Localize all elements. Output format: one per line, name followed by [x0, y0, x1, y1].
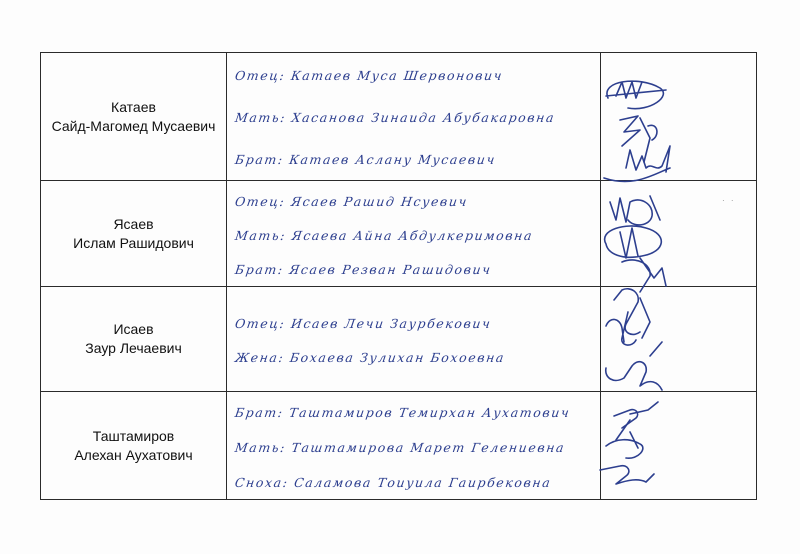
relative-entry: Отец: Исаев Лечи Заурбекович: [234, 316, 493, 331]
relatives-handwritten-cell: [227, 287, 601, 392]
relative-entry: Сноха: Саламова Тоиуила Гаирбековна: [233, 475, 553, 490]
person-name-cell: [41, 287, 227, 392]
person-surname: Исаев: [113, 321, 154, 337]
signature-cell: [601, 392, 757, 500]
table-row: [41, 53, 757, 181]
signature-cell: [601, 53, 757, 181]
person-given-name: Заур Лечаевич: [85, 340, 182, 356]
signature-cell: [601, 287, 757, 392]
table-row: [41, 287, 757, 392]
relatives-handwritten-cell: [227, 392, 601, 500]
relative-entry: Отец: Ясаев Рашид Нсуевич: [234, 193, 470, 209]
scan-speck: · ·: [722, 196, 736, 205]
person-given-name: Ислам Рашидович: [73, 234, 194, 251]
relative-entry: Брат: Таштамиров Темирхан Аухатович: [233, 405, 572, 420]
person-given-name: Сайд-Магомед Мусаевич: [51, 117, 216, 134]
relative-entry: Мать: Хасанова Зинаида Абубакаровна: [234, 109, 557, 125]
relative-entry: Брат: Ясаев Резван Рашидович: [234, 261, 493, 277]
relative-entry: Брат: Катаев Аслану Мусаевич: [234, 151, 498, 167]
relatives-handwritten-cell: [227, 53, 601, 181]
table-row: [41, 181, 757, 287]
person-name-cell: [41, 53, 227, 181]
relatives-table: [40, 52, 757, 500]
relatives-handwritten-cell: [227, 181, 601, 287]
person-name-cell: [41, 392, 227, 500]
person-surname: Ясаев: [113, 215, 154, 232]
person-surname: Таштамиров: [92, 427, 175, 444]
person-given-name: Алехан Аухатович: [74, 446, 193, 463]
relative-entry: Мать: Ясаева Айна Абдулкеримовна: [234, 227, 535, 243]
person-surname: Катаев: [111, 98, 156, 115]
table-row: [41, 392, 757, 500]
relative-entry: Жена: Бохаева Зулихан Бохоевна: [234, 350, 507, 365]
person-name-cell: [41, 181, 227, 287]
relative-entry: Отец: Катаев Муса Шервонович: [234, 67, 505, 83]
relative-entry: Мать: Таштамирова Марет Гелениевна: [233, 440, 567, 455]
